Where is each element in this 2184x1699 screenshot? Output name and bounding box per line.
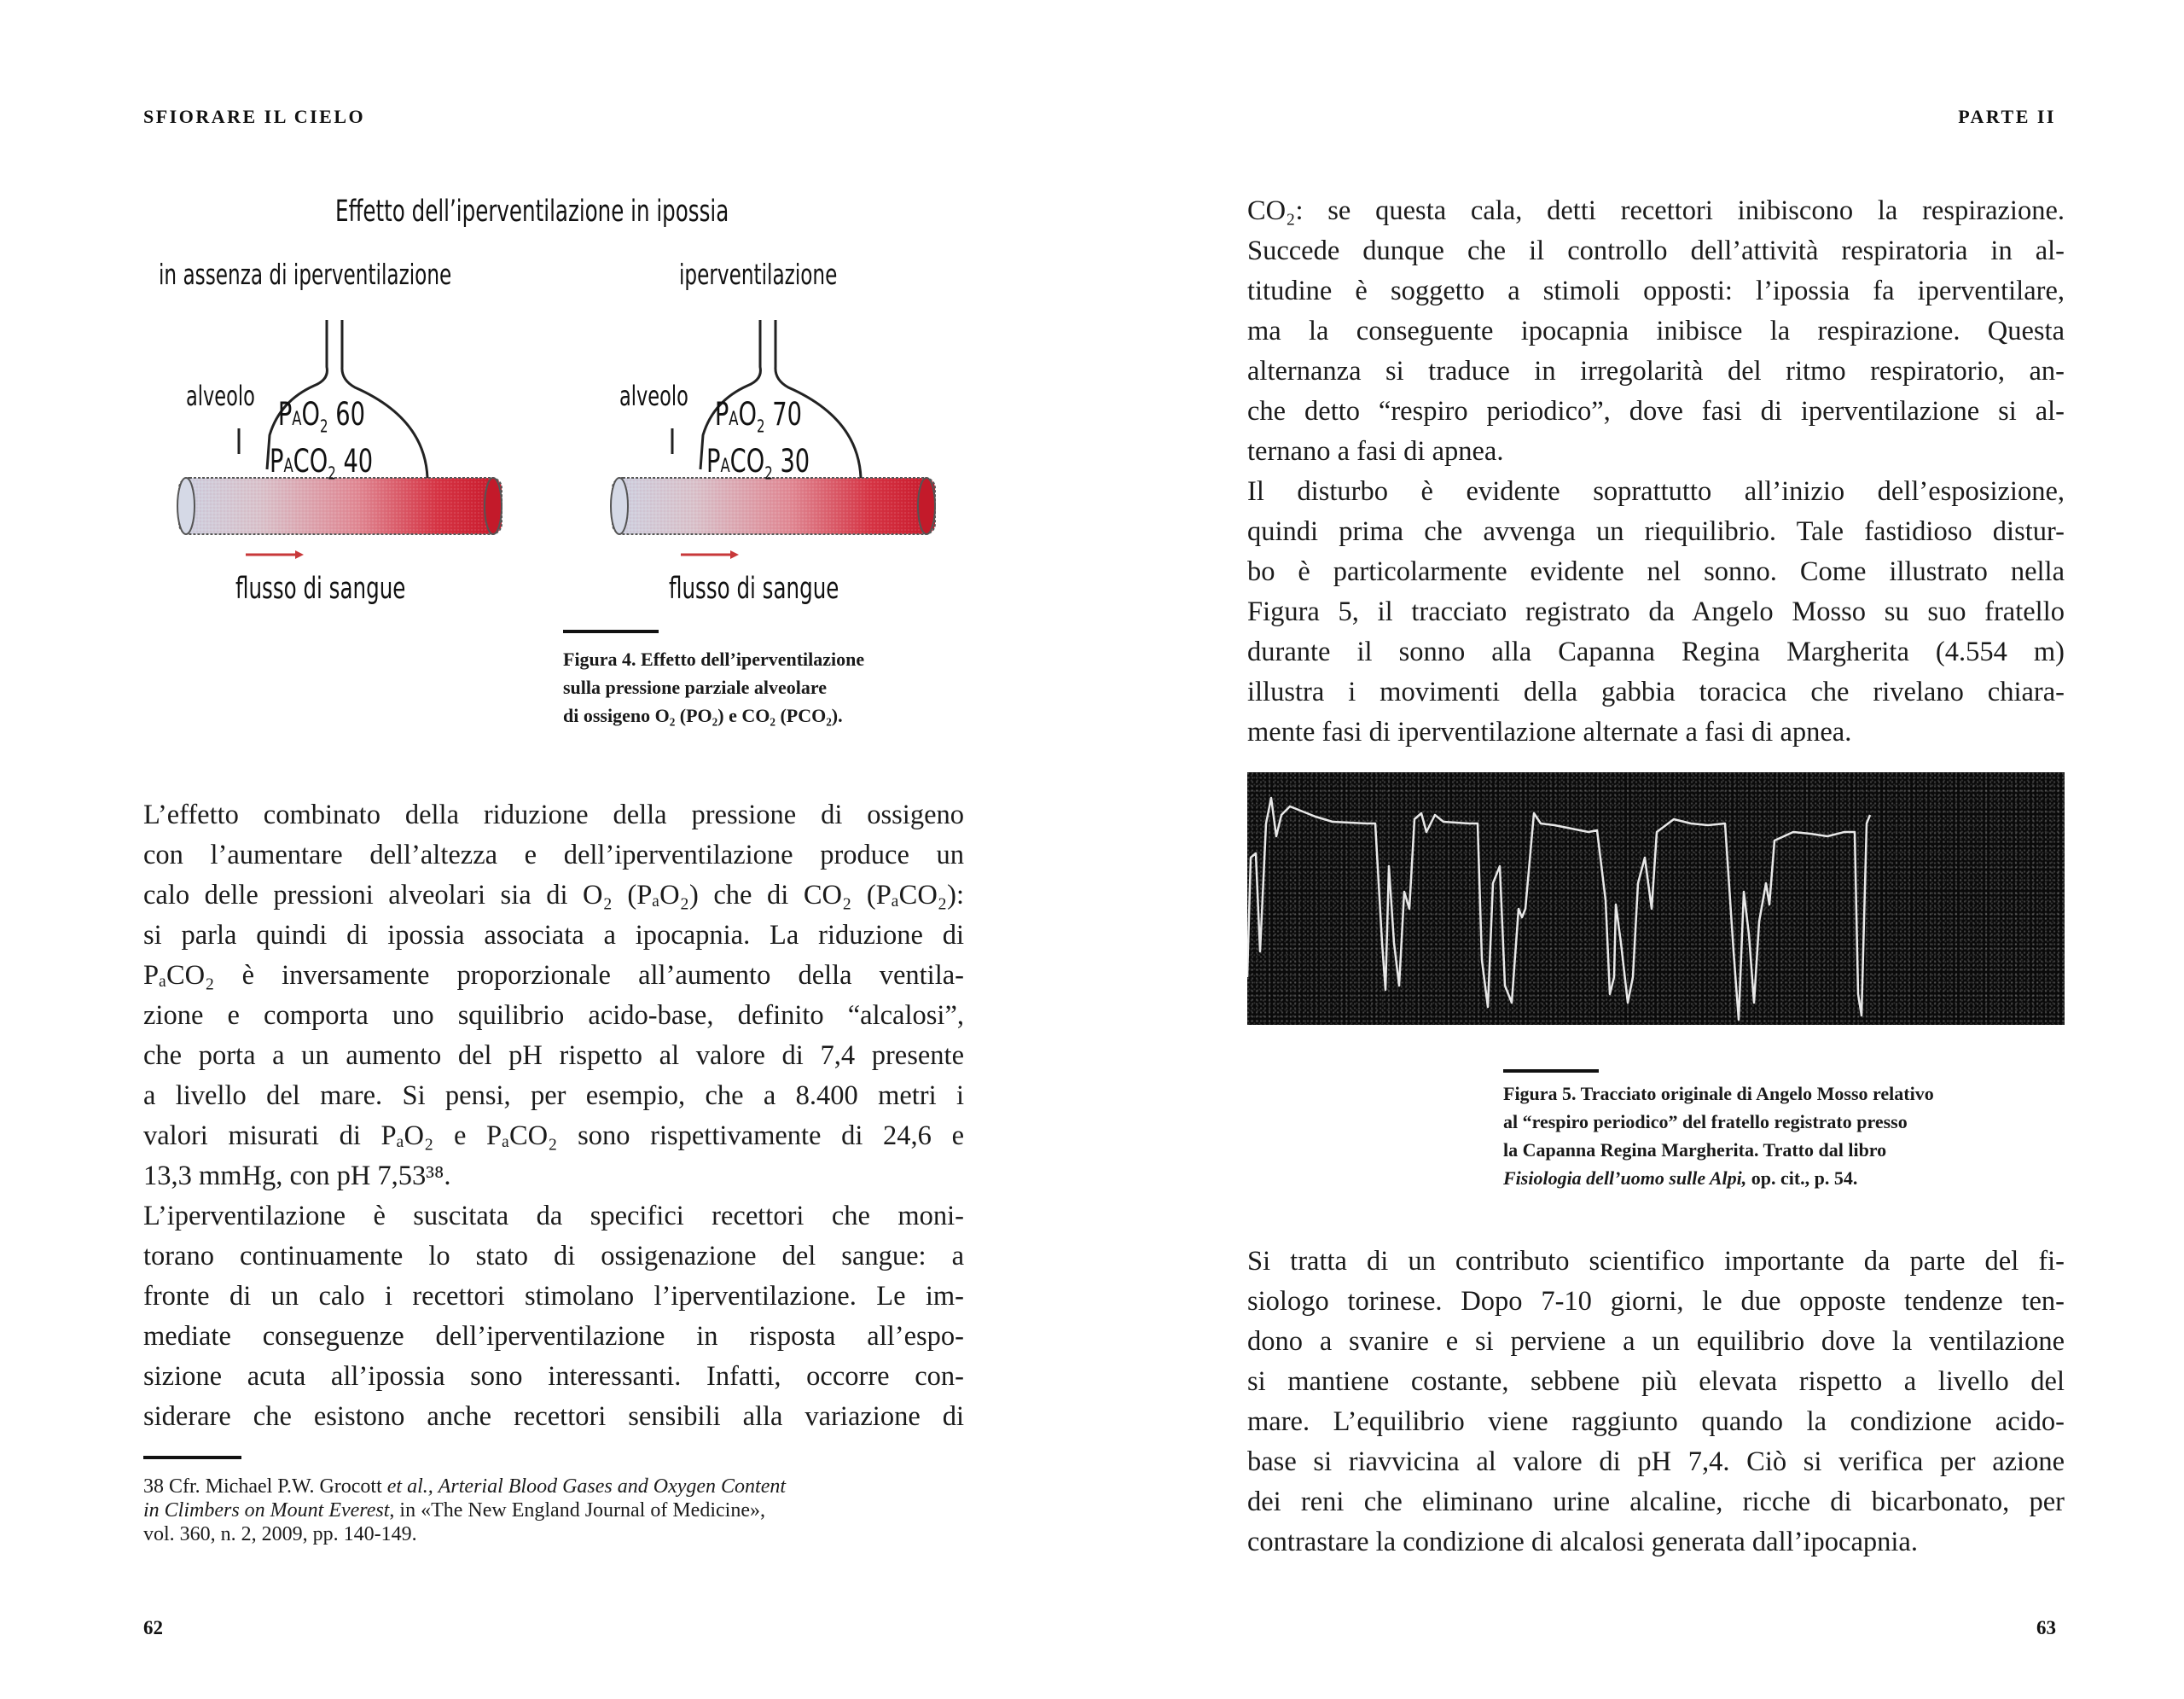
text-line: siologo torinese. Dopo 7-10 giorni, le due opposte tendenze ten-	[1247, 1286, 2065, 1317]
text-line: che detto “respiro periodico”, dove fasi di iperventilazione si al-	[1247, 396, 2065, 427]
text-line: 13,3 mmHg, con pH 7,53³⁸.	[143, 1161, 451, 1191]
text-line: alternanza si traduce in irregolarità del ritmo respiratorio, an-	[1247, 356, 2065, 387]
text-line: che porta a un aumento del pH rispetto al valore di 7,4 presente	[143, 1040, 964, 1071]
text-line: L’iperventilazione è suscitata da specifici recettori che moni-	[143, 1201, 964, 1231]
text-line: mente fasi di iperventilazione alternate a fasi di apnea.	[1247, 717, 1852, 748]
text-line: siderare che esistono anche recettori sensibili alla variazione di	[143, 1401, 964, 1432]
text-line: ma la conseguente ipocapnia inibisce la respirazione. Questa	[1247, 316, 2065, 346]
panel-2-values	[706, 397, 810, 492]
text-line: valori misurati di PₐO₂ e PₐCO₂ sono rispettivamente di 24,6 e	[143, 1120, 964, 1151]
text-line: Il disturbo è evidente soprattutto all’inizio dell’esposizione,	[1247, 476, 2065, 507]
text-line: calo delle pressioni alveolari sia di O₂ (PₐO₂) che di CO₂ (PₐCO₂):	[143, 880, 964, 911]
caption-line: la Capanna Regina Margherita. Tratto dal libro	[1503, 1139, 1887, 1161]
figure-5-caption	[1503, 1079, 1934, 1192]
text-line: zione e comporta uno squilibrio acido-base, definito “alcalosi”,	[143, 1000, 964, 1031]
text-line: ternano a fasi di apnea.	[1247, 436, 1504, 467]
page-number-right: 63	[2036, 1617, 2056, 1638]
running-head-left: SFIORARE IL CIELO	[143, 106, 366, 127]
caption-line: sulla pressione parziale alveolare	[563, 677, 827, 698]
figure-4-caption-rule	[563, 630, 659, 633]
caption-line: al “respiro periodico” del fratello registrato presso	[1503, 1111, 1908, 1132]
text-line: dono a svanire e si perviene a un equilibrio dove la ventilazione	[1247, 1326, 2065, 1357]
running-head-right: PARTE II	[1958, 106, 2056, 127]
text-line: dei reni che eliminano urine alcaline, ricche di bicarbonato, per	[1247, 1487, 2065, 1517]
paco2-value-1: 40	[343, 443, 374, 480]
text-line: contrastare la condizione di alcalosi generata dall’ipocapnia.	[1247, 1527, 1918, 1557]
caption-line: Figura 4. Effetto dell’iperventilazione	[563, 649, 865, 670]
text-line: sizione acuta all’ipossia sono interessanti. Infatti, occorre con-	[143, 1361, 964, 1392]
text-line: Succede dunque che il controllo dell’attività respiratoria in al-	[1247, 236, 2065, 266]
footnote-title-2: in Climbers on Mount Everest	[143, 1499, 390, 1522]
text-line: a livello del mare. Si pensi, per esempio, che a 8.400 metri i	[143, 1080, 964, 1111]
alveolus-vessel-illustration	[143, 188, 962, 614]
alveolus-label-2: alveolo	[619, 380, 688, 412]
left-body-text	[143, 795, 964, 1437]
footnote-details: vol. 360, n. 2, 2009, pp. 140-149.	[143, 1523, 417, 1545]
caption-line	[1503, 1164, 1934, 1192]
figure-4-diagram	[143, 188, 962, 614]
text-line: con l’aumentare dell’altezza e dell’iperventilazione produce un	[143, 840, 964, 870]
text-line: Si tratta di un contributo scientifico importante da parte del fi-	[1247, 1246, 2065, 1277]
pao2-label-2: $PAO_2$	[714, 396, 765, 437]
caption-line: Figura 5. Tracciato originale di Angelo Mosso relativo	[1503, 1083, 1934, 1104]
footnote-rule	[143, 1456, 241, 1459]
paco2-label-2: $PACO_2$	[706, 443, 773, 484]
page-number-left: 62	[143, 1617, 163, 1638]
text-line: illustra i movimenti della gabbia toracica che rivelano chiara-	[1247, 677, 2065, 707]
footnote-38	[143, 1475, 964, 1546]
panel-1-label: in assenza di iperventilazione	[159, 258, 452, 291]
text-line: quindi prima che avvenga un riequilibrio. Tale fastidioso distur-	[1247, 516, 2065, 547]
figure-5-respiratory-trace	[1247, 772, 2065, 1025]
text-line: mare. L’equilibrio viene raggiunto quando la condizione acido-	[1247, 1406, 2065, 1437]
text-line: PₐCO₂ è inversamente proporzionale all’aumento della ventila-	[143, 960, 964, 991]
text-line: CO₂: se questa cala, detti recettori inibiscono la respirazione.	[1247, 195, 2065, 226]
footnote-etal: et al.,	[386, 1475, 433, 1498]
text-line: titudine è soggetto a stimoli opposti: l’ipossia fa iperventilare,	[1247, 276, 2065, 306]
text-line: torano continuamente lo stato di ossigenazione del sangue: a	[143, 1241, 964, 1271]
right-body-text-top	[1247, 191, 2065, 753]
caption-book-title: Fisiologia dell’uomo sulle Alpi,	[1503, 1167, 1747, 1189]
flow-label-1: flusso di sangue	[235, 572, 406, 606]
paco2-label-1: $PACO_2$	[270, 443, 336, 484]
figure-5-caption-rule	[1503, 1069, 1599, 1073]
text-line: Figura 5, il tracciato registrato da Angelo Mosso su suo fratello	[1247, 596, 2065, 627]
flow-label-2: flusso di sangue	[669, 572, 839, 606]
alveolus-label-1: alveolo	[186, 380, 255, 412]
pao2-value-2: 70	[772, 396, 802, 433]
figure-4-title: Effetto dell’iperventilazione in ipossia	[335, 195, 729, 229]
pao2-label-1: $PAO_2$	[277, 396, 328, 437]
text-line: L’effetto combinato della riduzione della pressione di ossigeno	[143, 800, 964, 830]
footnote-author: Cfr. Michael P.W. Grocott	[169, 1475, 382, 1498]
text-line: base si riavvicina al valore di pH 7,4. Ciò si verifica per azione	[1247, 1446, 2065, 1477]
paco2-value-2: 30	[780, 443, 810, 480]
caption-citation: op. cit., p. 54.	[1746, 1167, 1858, 1189]
periodic-breathing-trace	[1247, 772, 2065, 1025]
text-line: bo è particolarmente evidente nel sonno. Come illustrato nella	[1247, 556, 2065, 587]
right-body-text-bottom	[1247, 1242, 2065, 1562]
text-line: durante il sonno alla Capanna Regina Margherita (4.554 m)	[1247, 637, 2065, 667]
text-line: fronte di un calo i recettori stimolano l’iperventilazione. Le im-	[143, 1281, 964, 1312]
caption-line: di ossigeno O₂ (PO₂) e CO₂ (PCO₂).	[563, 705, 843, 726]
figure-4-caption	[563, 645, 864, 730]
panel-1-values	[270, 397, 373, 492]
text-line: mediate conseguenze dell’iperventilazione in risposta all’espo-	[143, 1321, 964, 1352]
pao2-value-1: 60	[335, 396, 365, 433]
footnote-number: 38	[143, 1475, 164, 1498]
footnote-journal: , in «The New England Journal of Medicine»,	[389, 1499, 765, 1522]
footnote-title-1: Arterial Blood Gases and Oxygen Content	[438, 1475, 787, 1498]
text-line: si mantiene costante, sebbene più elevata rispetto a livello del	[1247, 1366, 2065, 1397]
panel-2-label: iperventilazione	[679, 258, 838, 291]
text-line: si parla quindi di ipossia associata a ipocapnia. La riduzione di	[143, 920, 964, 951]
